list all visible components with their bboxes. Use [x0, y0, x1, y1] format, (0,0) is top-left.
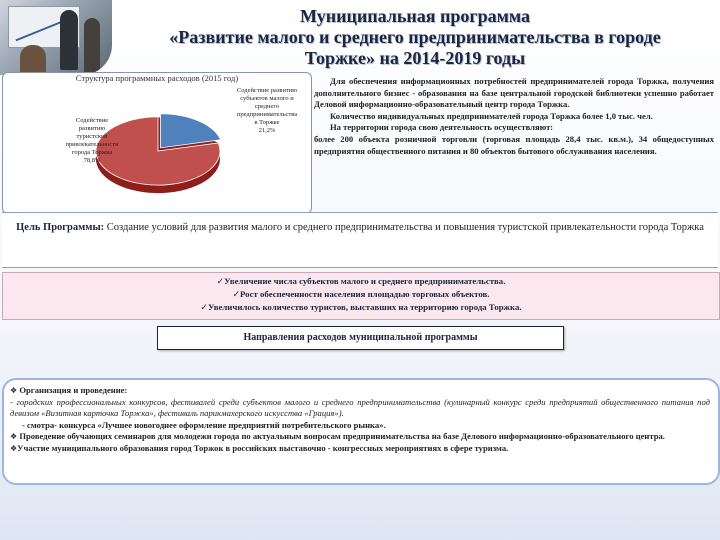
goal-panel: [2, 212, 718, 268]
check-icon: ✓: [232, 290, 241, 300]
result-item: ✓Увеличилось количество туристов, выставших на территорию города Торжка.: [200, 302, 522, 313]
direction-item: ❖Участие муниципального образования город Торжок в российских выставочно - конгрессных мероприятиях в сфере туризма.: [10, 442, 509, 453]
diamond-bullet-icon: ❖: [10, 443, 18, 453]
check-icon: ✓: [200, 303, 208, 313]
results-panel: [2, 272, 720, 320]
slice-label-line: субъектов малого и: [240, 95, 294, 102]
directions-heading: Направления расходов муниципальной программы: [157, 326, 564, 350]
slice-label-line: туристской: [76, 133, 108, 140]
diamond-bullet-icon: ❖: [10, 386, 18, 395]
info-paragraph: Для обеспечения информационных потребностей предпринимателей города Торжка, получения дополнительного бизнес - образования на базе центральной городской библиотеки успешно работает Деловой информационно-образовательный центр города Торжка.: [314, 76, 714, 110]
slice-label-line: 78,8%: [83, 157, 101, 164]
header-photo: [0, 0, 112, 75]
slice-label-line: Содействие: [75, 117, 109, 124]
info-paragraph: более 200 объекта розничной торговли (торговая площадь 28,4 тыс. кв.м.), 34 общедоступных предприятия общественного питания и 80 объектов бытового обслуживания населения.: [314, 133, 714, 156]
direction-item-title: ❖ Организация и проведение:: [10, 385, 128, 395]
direction-item: ❖ Проведение обучающих семинаров для молодежи города по актуальным вопросам предпринимательства на базе Делового информационно-образовательного центра.: [10, 431, 665, 441]
title-line-1: Муниципальная программа: [300, 6, 530, 26]
check-icon: ✓: [216, 277, 225, 287]
slice-label-line: Содействие развитию: [236, 87, 298, 94]
pie-chart-panel: [2, 72, 312, 214]
slice-label-line: города Торжка: [71, 149, 113, 156]
title-line-3: Торжке» на 2014-2019 годы: [304, 48, 526, 68]
result-item: ✓Увеличение числа субъектов малого и среднего предпринимательства.: [216, 276, 506, 287]
info-paragraph: На территории города свою деятельность осуществляют:: [330, 122, 554, 133]
chart-caption: Структура программных расходов (2015 год): [75, 73, 239, 83]
expense-directions-panel: [2, 378, 720, 485]
person-silhouette: [20, 45, 46, 75]
slice-label-line: 21,2%: [258, 127, 276, 134]
page-title: [120, 6, 710, 69]
info-text-block: [314, 76, 714, 157]
goal-label: Цель Программы:: [16, 222, 105, 233]
title-line-2: «Развитие малого и среднего предпринимательства в городе: [169, 27, 661, 47]
goal-description: Создание условий для развития малого и среднего предпринимательства и повышения туристской привлекательности города Торжка: [104, 222, 704, 233]
slice-label-business: [225, 87, 309, 135]
slice-label-line: предпринимательства: [236, 111, 298, 118]
result-item: ✓Рост обеспеченности населения площадью торговых объектов.: [232, 289, 490, 300]
info-paragraph: Количество индивидуальных предпринимателей города Торжка более 1,0 тыс. чел.: [330, 110, 653, 121]
goal-text: [12, 221, 708, 235]
direction-subitem: - городских профессиональных конкурсов, фестивалей среди субъектов малого и среднего предпринимательства (кулинарный конкурс среди предприятий общественного питания под девизом «Визитная карточка Торжка», фестиваль парикмахерского искусства «Грация»).: [10, 396, 710, 418]
slice-label-line: среднего: [254, 103, 280, 110]
slice-label-line: в Торжке: [254, 119, 280, 126]
slice-label-line: развитию: [78, 125, 106, 132]
slice-label-tourism: [57, 117, 127, 165]
slice-label-line: привлекательности: [65, 141, 119, 148]
person-silhouette: [60, 10, 78, 70]
diamond-bullet-icon: ❖: [10, 432, 18, 441]
person-silhouette: [84, 18, 100, 73]
direction-subitem: - смотра- конкурса «Лучшее новогоднее оформление предприятий потребительского рынка».: [22, 419, 386, 430]
